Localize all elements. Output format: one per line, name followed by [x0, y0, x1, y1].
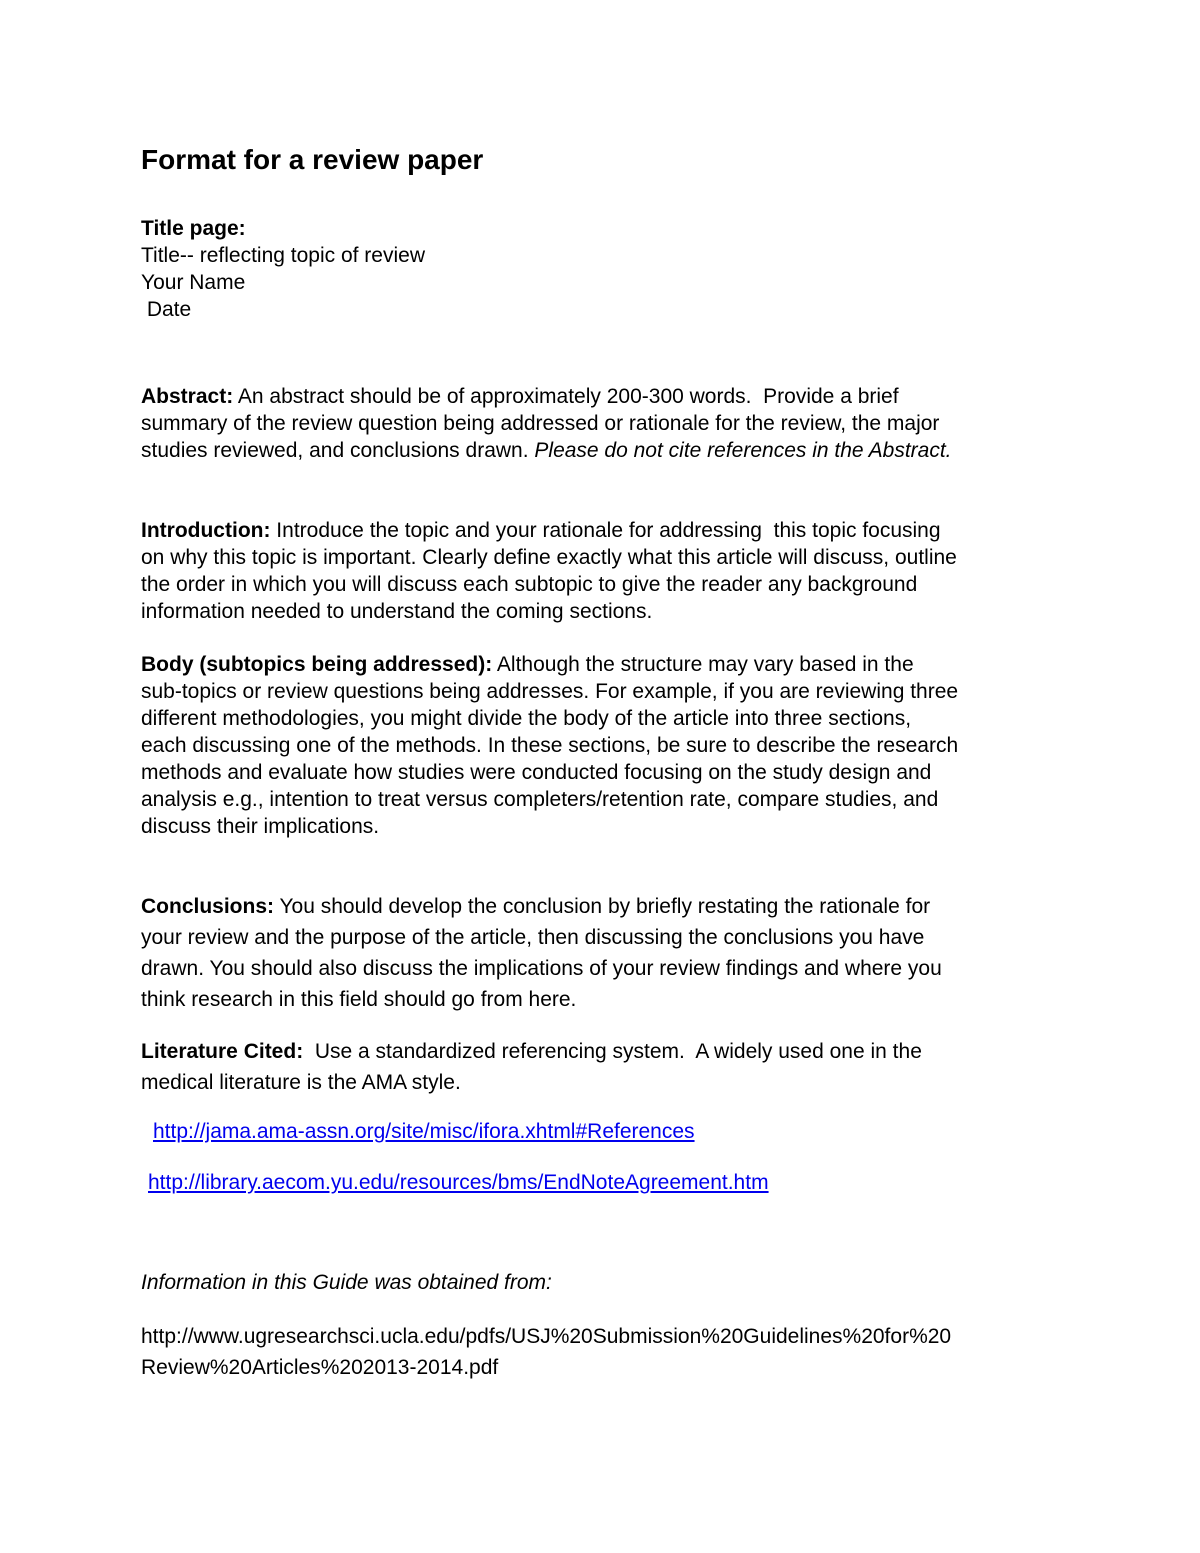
- title-page-heading: Title page:: [141, 217, 246, 240]
- title-page-line: Date: [141, 298, 192, 321]
- introduction-text: Introduce the topic and your rationale for addressing this topic focusing: [270, 519, 941, 542]
- source-url-line: Review%20Articles%202013-2014.pdf: [141, 1356, 499, 1379]
- body-text: Although the structure may vary based in the: [492, 653, 914, 676]
- document-title: Format for a review paper: [141, 144, 484, 175]
- abstract-section: [141, 383, 1071, 464]
- literature-label: Literature Cited:: [141, 1040, 304, 1063]
- body-text: sub-topics or review questions being addresses. For example, if you are reviewing three: [141, 680, 959, 703]
- introduction-label: Introduction:: [141, 519, 271, 542]
- title-page-line: Your Name: [141, 271, 246, 294]
- body-text: different methodologies, you might divide the body of the article into three sections,: [141, 707, 912, 730]
- introduction-text: the order in which you will discuss each subtopic to give the reader any background: [141, 573, 918, 596]
- conclusions-text: think research in this field should go from here.: [141, 988, 577, 1011]
- source-url-block: [141, 1321, 1071, 1383]
- abstract-text: summary of the review question being addressed or rationale for the review, the major: [141, 412, 940, 435]
- conclusions-text: drawn. You should also discuss the implications of your review findings and where you: [141, 957, 942, 980]
- abstract-note: Please do not cite references in the Abstract.: [534, 439, 952, 462]
- body-text: analysis e.g., intention to treat versus completers/retention rate, compare studies, and: [141, 788, 939, 811]
- body-text: methods and evaluate how studies were conducted focusing on the study design and: [141, 761, 932, 784]
- abstract-label: Abstract:: [141, 385, 234, 408]
- literature-text: Use a standardized referencing system. A widely used one in the: [303, 1040, 922, 1063]
- conclusions-label: Conclusions:: [141, 895, 275, 918]
- body-text: each discussing one of the methods. In these sections, be sure to describe the research: [141, 734, 959, 757]
- literature-text: medical literature is the AMA style.: [141, 1071, 461, 1094]
- source-heading: Information in this Guide was obtained from:: [141, 1271, 552, 1294]
- abstract-text: An abstract should be of approximately 200-300 words. Provide a brief: [233, 385, 899, 408]
- abstract-text: studies reviewed, and conclusions drawn.: [141, 439, 535, 462]
- conclusions-text: You should develop the conclusion by briefly restating the rationale for: [274, 895, 931, 918]
- introduction-text: information needed to understand the coming sections.: [141, 600, 653, 623]
- endnote-agreement-link[interactable]: http://library.aecom.yu.edu/resources/bms/EndNoteAgreement.htm: [148, 1171, 769, 1194]
- body-text: discuss their implications.: [141, 815, 380, 838]
- conclusions-section: [141, 891, 1071, 1015]
- source-heading-block: [141, 1269, 1071, 1296]
- introduction-section: [141, 517, 1071, 625]
- literature-section: [141, 1036, 1071, 1098]
- body-label: Body (subtopics being addressed):: [141, 653, 493, 676]
- body-section: [141, 651, 1071, 840]
- introduction-text: on why this topic is important. Clearly define exactly what this article will discuss, outline: [141, 546, 957, 569]
- title-page-line: Title-- reflecting topic of review: [141, 244, 425, 267]
- source-url-line: http://www.ugresearchsci.ucla.edu/pdfs/USJ%20Submission%20Guidelines%20for%20: [141, 1325, 952, 1348]
- ama-reference-link[interactable]: http://jama.ama-assn.org/site/misc/ifora.xhtml#References: [153, 1120, 695, 1143]
- title-page-section: [141, 215, 1071, 323]
- conclusions-text: your review and the purpose of the article, then discussing the conclusions you have: [141, 926, 925, 949]
